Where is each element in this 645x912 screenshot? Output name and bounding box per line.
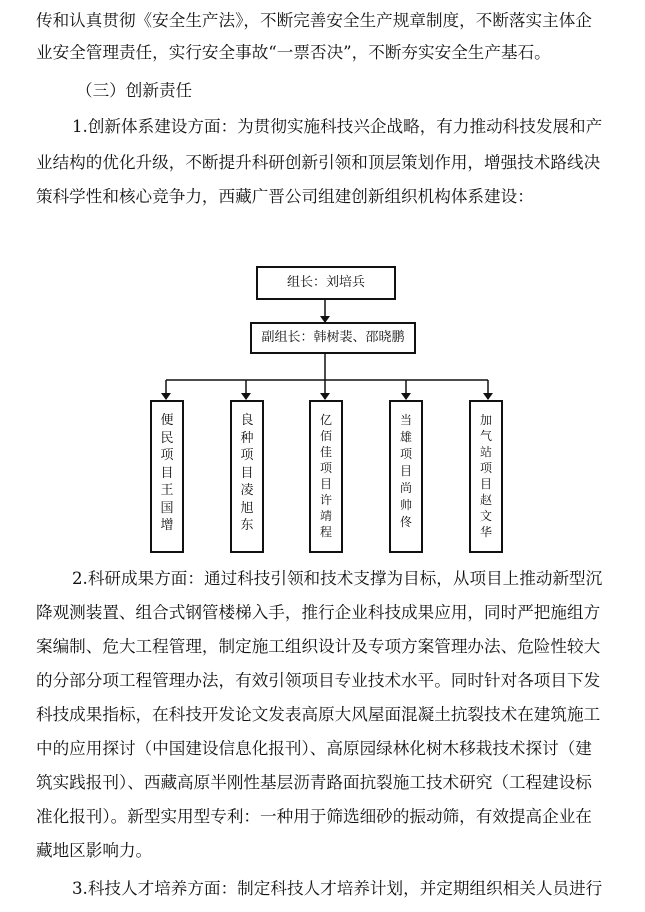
org-member-box [230, 400, 264, 553]
paragraph-line: 传和认真贯彻《安全生产法》，不断完善安全生产规章制度，不断落实主体企 [36, 11, 592, 30]
org-deputy-box [250, 322, 416, 354]
paragraph-line: 中的应用探讨（中国建设信息化报刊）、高原园绿林化树木移栽技术探讨（建 [36, 739, 592, 758]
section-heading: （三）创新责任 [76, 81, 193, 100]
paragraph-line: 策科学性和核心竞争力，西藏广晋公司组建创新组织机构体系建设： [36, 187, 534, 206]
org-member-label: 便民项目王国增 [160, 413, 174, 533]
paragraph-line: 科技成果指标，在科技开发论文发表高原大风屋面混凝土抗裂技术在建筑施工 [36, 705, 601, 724]
org-deputy-label: 副组长：韩树裴、邵晓鹏 [261, 330, 405, 345]
org-member-label: 当雄项目尚帅佟 [399, 413, 412, 529]
paragraph-line: 藏地区影响力。 [36, 841, 153, 860]
paragraph-line: 的分部分项工程管理办法，有效引领项目专业技术水平。同时针对各项目下发 [36, 671, 601, 690]
org-member-box [389, 400, 423, 553]
org-member-label: 亿佰佳项目许靖程 [319, 413, 332, 539]
org-member-box [469, 400, 503, 553]
paragraph-line: 筑实践报刊）、西藏高原半刚性基层沥青路面抗裂施工技术研究（工程建设标 [36, 773, 592, 792]
org-member-label: 良种项目凌旭东 [240, 413, 254, 533]
org-member-box [150, 400, 184, 553]
org-member-box [309, 400, 343, 553]
paragraph-line: 业安全管理责任，实行安全事故“一票否决”，不断夯实安全生产基石。 [36, 43, 551, 62]
paragraph-line: 业结构的优化升级，不断提升科研创新引领和顶层策划作用，增强技术路线决 [36, 153, 601, 172]
org-leader-label: 组长：刘培兵 [286, 275, 365, 290]
org-leader-box [256, 266, 396, 300]
paragraph-line: 降观测装置、组合式钢管楼梯入手，推行企业科技成果应用，同时严把施组方 [36, 603, 601, 622]
org-member-label: 加气站项目赵文华 [479, 413, 492, 539]
paragraph-line: 案编制、危大工程管理，制定施工组织设计及专项方案管理办法、危险性较大 [36, 637, 601, 656]
paragraph-line: 2.科研成果方面：通过科技引领和技术支撑为目标，从项目上推动新型沉 [72, 569, 603, 588]
paragraph-line: 1.创新体系建设方面：为贯彻实施科技兴企战略，有力推动科技发展和产 [72, 117, 603, 136]
paragraph-line: 准化报刊）。新型实用型专利：一种用于筛选细砂的振动筛，有效提高企业在 [36, 807, 592, 826]
paragraph-line: 3.科技人才培养方面：制定科技人才培养计划，并定期组织相关人员进行 [72, 879, 603, 898]
